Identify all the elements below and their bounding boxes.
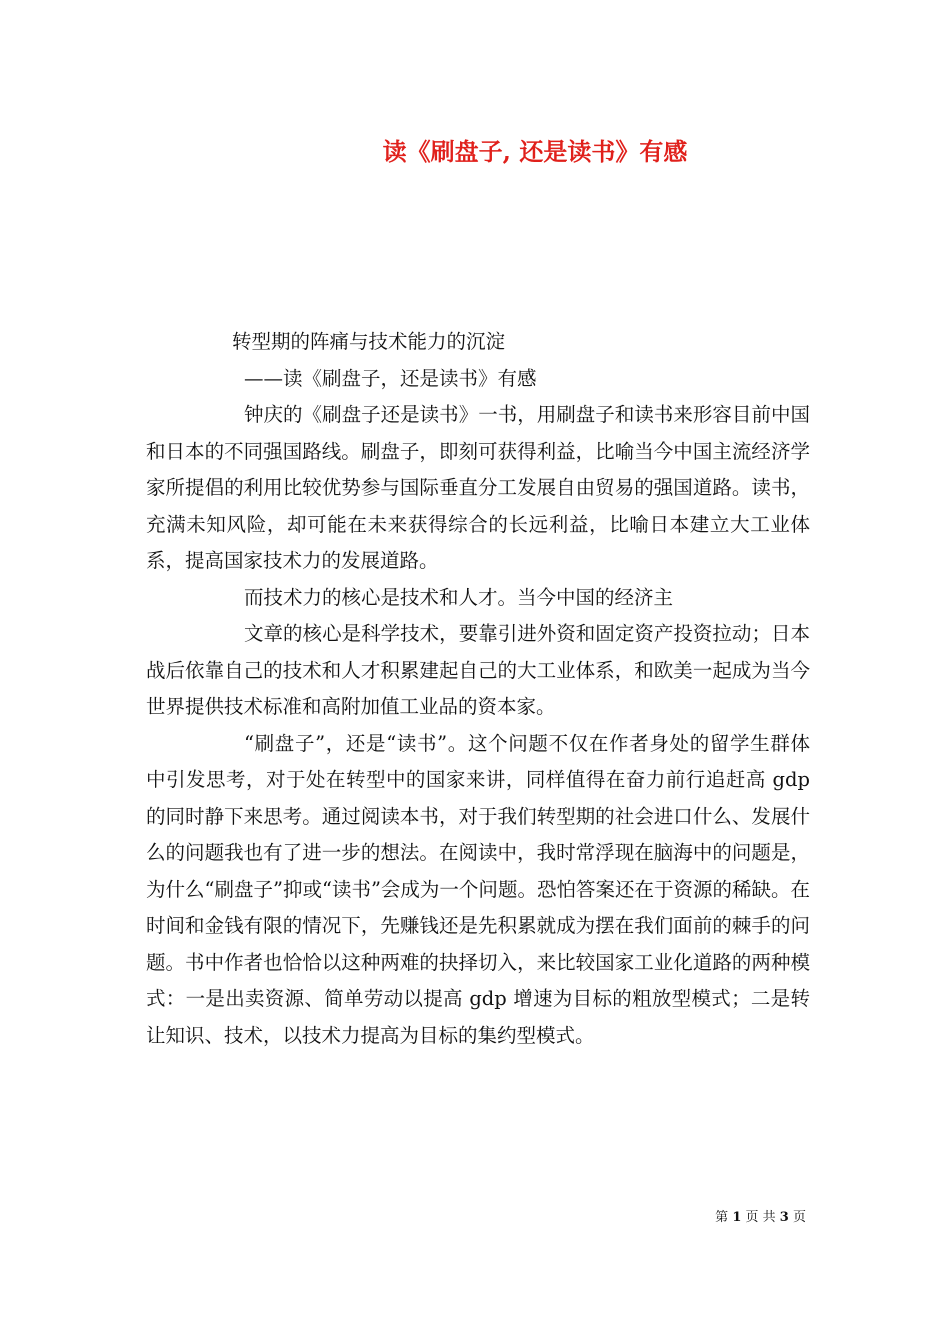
paragraph-2: 而技术力的核心是技术和人才。当今中国的经济主: [244, 585, 674, 609]
paragraph-3: 文章的核心是科学技术，要靠引进外资和固定资产投资拉动；日本战后依靠自己的技术和人才积累建起自己的大工业体系，和欧美一起成为当今世界提供技术标准和高附加值工业品的资本家。: [146, 622, 810, 718]
document-subtitle-dash: ——读《刷盘子，还是读书》有感: [244, 366, 537, 390]
footer-prefix: 第: [715, 1210, 729, 1225]
footer-middle: 页 共: [745, 1210, 776, 1225]
document-subtitle: 转型期的阵痛与技术能力的沉淀: [232, 330, 506, 353]
paragraph-1: 钟庆的《刷盘子还是读书》一书，用刷盘子和读书来形容目前中国和日本的不同强国路线。刷盘子，即刻可获得利益，比喻当今中国主流经济学家所提倡的利用比较优势参与国际垂直分工发展自由贸易的强国道路。读书，充满未知风险，却可能在未来获得综合的长远利益，比喻日本建立大工业体系，提高国家技术力的发展道路。: [146, 403, 810, 572]
footer-suffix: 页: [792, 1210, 806, 1225]
footer-total-pages: 3: [779, 1210, 789, 1225]
document-title: 读《刷盘子, 还是读书》有感: [382, 137, 688, 166]
page-footer: [715, 1206, 806, 1225]
footer-page-number: 1: [732, 1210, 742, 1225]
document-body: [146, 324, 810, 1054]
paragraph-4: “刷盘子”，还是“读书”。这个问题不仅在作者身处的留学生群体中引发思考，对于处在转型中的国家来讲，同样值得在奋力前行追赶高 gdp 的同时静下来思考。通过阅读本书，对于我们转型期的社会进口什么、发展什么的问题我也有了进一步的想法。在阅读中，我时常浮现在脑海中的问题是，为什么“刷盘子”抑或“读书”会成为一个问题。恐怕答案还在于资源的稀缺。在时间和金钱有限的情况下，先赚钱还是先积累就成为摆在我们面前的棘手的问题。书中作者也恰恰以这种两难的抉择切入，来比较国家工业化道路的两种模式：一是出卖资源、简单劳动以提高 gdp 增速为目标的粗放型模式；二是转让知识、技术，以技术力提高为目标的集约型模式。: [146, 731, 810, 1047]
